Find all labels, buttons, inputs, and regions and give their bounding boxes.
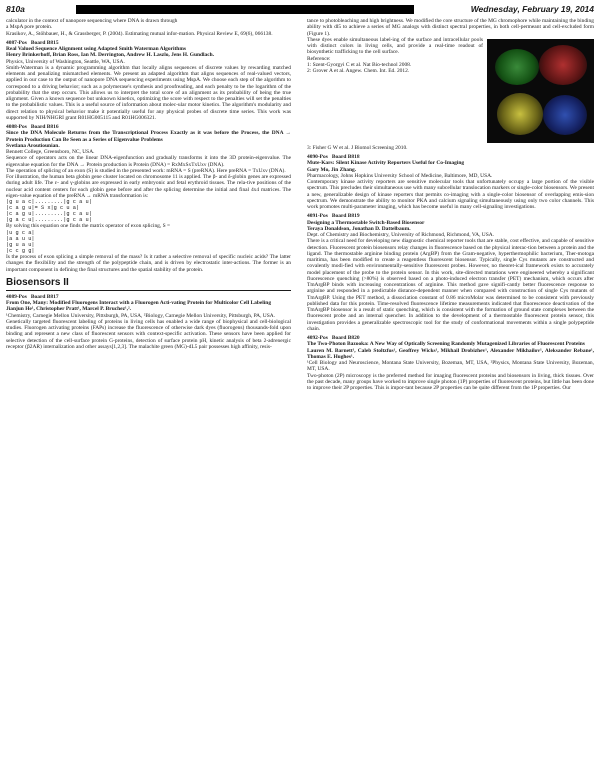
- abstract-body: Contemporary kinase activity reporters are sensitive molecular tools that unfortunately occupy a large portion of the visible spectrum. This precludes their simultaneous use with many subcellular translocation markers or single-color biosensors. We present a new, generalizable design of kinase reporters that permits co-imaging with a single-color biosensor of overlapping emis-sion spectrum. We demonstrate the ability to monitor PKA and calcium signaling simultaneously using only two color channels. This work promotes multi-parameter imaging, which has become useful in many cell-signaling investigations.: [307, 179, 594, 210]
- fluorescent-cell: [539, 45, 587, 85]
- abstract-body-1: Sequence of operators acts on the linear DNA-eigenfunction and gradually transforms it into the 3D protein-eigenvalue. The eigenvalue equation for the DNA → Protein production is Protein (DNA) = RxMxSxTxUxν (DNA).: [6, 155, 291, 168]
- reference-2: 2: Grover A et al. Angew. Chem. Int. Ed. 2012.: [307, 68, 410, 74]
- board-id: Board B819: [331, 213, 360, 220]
- abstract-authors: Jianjun He¹, Christopher Pratt¹, Marcel P. Bruchez¹,².: [6, 306, 131, 313]
- right-column: [307, 18, 594, 391]
- page-number: 810a: [6, 4, 25, 14]
- abstract-id: 4090-Pos: [307, 154, 328, 160]
- abstract-title: The Two-Photon Bazooka: A New Way of Optically Screening Randomly Mutagenized Libraries of Fluorescent Proteins: [307, 341, 585, 348]
- matrix-row: |a a u u|: [6, 235, 35, 242]
- intro-reference: Krasikov, A., Stöhbauer, H., & Grassberger, P. (2004). Estimating mutual infor-mation. Physical Review E, 69(6), 066138.: [6, 30, 273, 37]
- abstract-body-5: Is the process of exon splicing a simple removal of the mass? Is it rather a selective removal of specific nucleic acids? The latter changes the flexibility and the strength of the polypeptide chain, and is driven by electrostatic inter-actions. The former is an important component in defining the final structures and the spatial stability of the protein.: [6, 254, 291, 273]
- abstract-4091: [307, 213, 594, 332]
- abstract-4088: [6, 124, 291, 273]
- fluorescent-cell: [497, 93, 543, 135]
- abstract-affiliation: Dept. of Chemistry and Biochemistry, University of Richmond, Richmond, VA, USA.: [307, 232, 495, 238]
- abstract-id: 4088-Pos: [6, 124, 27, 130]
- abstract-id: 4089-Pos: [6, 293, 27, 300]
- abstract-4092: [307, 335, 594, 391]
- intro-line-1: calculator in the context of nanopore sequencing where DNA is drawn through: [6, 18, 178, 24]
- abstract-affiliation: Pharmacology, Johns Hopkins University School of Medicine, Baltimore, MD, USA.: [307, 172, 493, 179]
- board-id: Board B817: [30, 293, 59, 300]
- fluorescent-cell: [543, 95, 587, 135]
- board-id: Board B816: [30, 124, 59, 130]
- abstract-body: There is a critical need for developing new diagnostic chemical reporter tools that are stable, cost effective, and capable of sensitive detection. Fluorescent protein biosensors relay changes in fluorescence based on the physical interac-tion between a protein and the ligand. The thermostable arginine binding protein (ArgBP) from the Gram-negative, hyperthermophilic bacterium, Ther-motoga maritima, has been modified to create a reagentless fluorescent biosensor. Typically, single Cys mutants are constructed and covalently modi-fied with environmentally-sensitive fluorescent probes. However, no theoret-ical framework exists to accurately model placement of the probe to the protein sensor. In this work, site-directed mutations were engineered whereby a significant fluorescence quenching (>80%) is observed based on a photo-induced electron transfer (PET) mechanism, which occurs after TmArgBP binds with increasing concentrations of arginine. This method gave signifi-cantly better fluorescence response to arginine and responded in a predictable distance-dependent manner when compared with construction of single Cys mutants of TmArgBP. Using the PET method, a dissociation constant of 0.86 microMolar was determined to be consistent with previously published data for this protein. Time-resolved fluorescence lifetime measurements indicated that fluorescence deactivation of the TmArgBP biosensor is a result of static quenching, which is consistent with the formation of ground state complexes between the fluorescent probe and an internal quencher. In addition to the development of a thermostable fluorescent protein sensor, this investigation provides a generalizable spectroscopic tool for the study of conformational movements within a single polypeptide chain.: [307, 238, 594, 332]
- abstract-title: Since the DNA Molecule Returns from the Transcriptional Process Exactly as it was before the Process, the DNA → Protein Production Can Be Seen as a Series of Eigenvalue Problems: [6, 130, 291, 143]
- abstract-title: Mute-Kars: Silent Kinase Activity Reporters Useful for Co-Imaging: [307, 160, 465, 167]
- matrix-row: |g a c u|.........|g c a u|: [6, 217, 92, 224]
- abstract-id: 4087-Pos: [6, 39, 27, 46]
- fluorescent-cell: [495, 49, 539, 85]
- board-id: Board B818: [331, 154, 360, 160]
- abstract-4090: [307, 154, 594, 210]
- matrix-equation: [6, 199, 291, 223]
- abstract-authors: Svetlana Aroutiounian.: [6, 142, 60, 149]
- abstract-body-4: By solving this equation one finds the matrix operator of exon splicing, S =: [6, 223, 171, 230]
- abstract-affiliation: ¹Cell Biology and Neuroscience, Montana State University, Bozeman, MT, USA, ²Physics, Montana State University, Bozeman, MT, USA.: [307, 360, 594, 373]
- abstract-affiliation: ¹Chemistry, Carnegie Mellon University, Pittsburgh, PA, USA, ²Biology, Carnegie Mellon University, Pittsburgh, PA, USA.: [6, 312, 276, 319]
- abstract-authors: Gary Mo, Jin Zhang.: [307, 166, 357, 173]
- abstract-body: Genetically targeted fluorescent labeling of proteins in living cells has enabled a wide range of biophysical and cell-biological studies. Fluorogen activating proteins (FAPs) increase the fluorescence of otherwise dark dyes (fluorogens) thousands-fold upon binding and represent a new class of fluorescent sensors with context-specific activation. These sensors have been applied for selective detection of the cell-surface protein G-proteins, detection of surface protein pH, kinetic analysis of beta 2-adrenergic receptor (β2AR) internalization and other assays[1,2,3]. The malachite green (MG)-dL5 pair possesses high affinity, resis-: [6, 318, 291, 350]
- abstract-4089-continued: tance to photobleaching and high brightness. We modified the core structure of the MG chromophore while maintaining the binding ability with dl5 to achieve a series of MG analogs with distinct spectral properties, in both cell-permeant and cell-excluded form (Figure 1).: [307, 18, 594, 37]
- abstract-authors: Henry Brinkerhoff, Brian Ross, Ian M. Derrington, Andrew H. Laszlo, Jens H. Gundlach.: [6, 52, 215, 59]
- abstract-body: Two-photon (2P) microscopy is the preferred method for imaging fluorescent proteins and biosensors in living, thick tissues. Over the past decade, many groups have worked to improve single photon (1P) properties of fluorescent proteins, but little has been done to improve their 2P properties. This is impor-tant because 2P properties can be quite different from the 1P properties. Our: [307, 372, 594, 391]
- abstract-id: 4092-Pos: [307, 335, 328, 341]
- header-bar: [76, 5, 414, 14]
- abstract-authors: Teraya Donaldson, Jonathan D. Dattelbaum.: [307, 225, 411, 232]
- page-date: Wednesday, February 19, 2014: [470, 4, 594, 14]
- abstract-authors: Lauren M. Barnett¹, Caleb Stoltzfus¹, Geoffrey Wicks¹, Mikhail Drobizhev¹, Alexander Mikhailov¹, Aleksander Rebane¹, Thomas E. Hughes¹.: [307, 347, 594, 360]
- reference-3: 3: Fisher G W et al. J Biomol Screening 2010.: [307, 144, 408, 151]
- reference-1: 1: Szent-Gyorgyi C et al. Nat Bio-technol 2008.: [307, 61, 412, 68]
- page-header: [6, 4, 594, 16]
- abstract-body: Smith-Waterman is a dynamic programming algorithm that locally aligns sequences of discrete values by rewarding matched elements and penalizing mismatched elements. We present an adapted algorithm that aligns sequences of real-valued vectors, applied in our case to the output of nanopore DNA sequencing experiments using MspA. We choose each step of the algorithm to correspond to a driving behavior; such as a polymerase's synthesis and proofreading, and each penalty to be the logarithm of the probability that the step occurs. This allows us to interpret the total score of an alignment as its probability of being the true alignment. Given a known sequence but unknown kinetics, optimizing the score with respect to the penalties will set the penalties to the probabilistic values. This is a useful source of information about molec-ular motor kinetics. The algorithm's modularity and direct relation to physical behavior make it potentially useful for any physical probes of discrete time series. This work was supported by NIH/NHGRI grant R01HG005115 and R01HG006321.: [6, 64, 291, 121]
- abstract-affiliation: Bennett College, Greensboro, NC, USA.: [6, 149, 95, 155]
- abstract-body-3: For illustration, the human beta globin gene cluster located on chromosome 11 is applied. The β- and δ-globin genes are expressed during adult life. The ε- and γ-globins are expressed in early embryonic and fetal erythroid tissues. The rela-tive positions of the nuclear acid content centers for each globin gene before and after the splicing determine the initial and final 4x4 matrices. The eigen-value equation of the preRNA → mRNA transformation is:: [6, 174, 291, 199]
- abstract-title: Designing a Thermostable Switch-Based Biosensor: [307, 219, 425, 226]
- abstract-4089-continued-2: These dyes enable simultaneous label-ing of the surface and intracellular pools with distinct colors in living cells, and provide a real-time readout of biosynthetic trafficking to the cell surface.: [307, 36, 483, 56]
- matrix-row: |c c g g|: [6, 247, 35, 254]
- abstract-title: From One, Many: Modified Fluorogens Interact with a Fluorogen Acti-vating Protein for Multicolor Cell Labeling: [6, 300, 272, 306]
- matrix-row: |c a g u|= S x|g c u a|: [6, 205, 80, 212]
- abstract-4089: [6, 294, 291, 350]
- matrix-row: |c a g u|.........|g c a u|: [6, 211, 92, 218]
- section-title: Biosensors II: [6, 277, 291, 291]
- matrix-row: |u g c a|: [6, 229, 35, 236]
- matrix-row: |g u a u|: [6, 241, 35, 248]
- references-title: Reference:: [307, 55, 331, 62]
- abstract-affiliation: Physics, University of Washington, Seattle, WA, USA.: [6, 58, 125, 65]
- abstract-body-2: The operation of splicing of an exon (S) is studied in the presented work: mRNA = S (preRNA). Here preRNA = TxUxν (DNA).: [6, 167, 286, 174]
- matrix-operator: [6, 230, 291, 254]
- abstract-4087: [6, 40, 291, 121]
- abstract-id: 4091-Pos: [307, 213, 328, 220]
- abstract-title: Real Valued Sequence Alignment using Adapted Smith Waterman Algorithms: [6, 46, 186, 52]
- intro-line-2: a MspA pore protein.: [6, 24, 53, 31]
- board-id: Board B815: [30, 39, 59, 46]
- figure-1-cell-image: [487, 39, 594, 143]
- left-column: [6, 18, 291, 350]
- board-id: Board B820: [331, 335, 360, 341]
- matrix-row: |g u a c|.........|g c a u|: [6, 199, 92, 205]
